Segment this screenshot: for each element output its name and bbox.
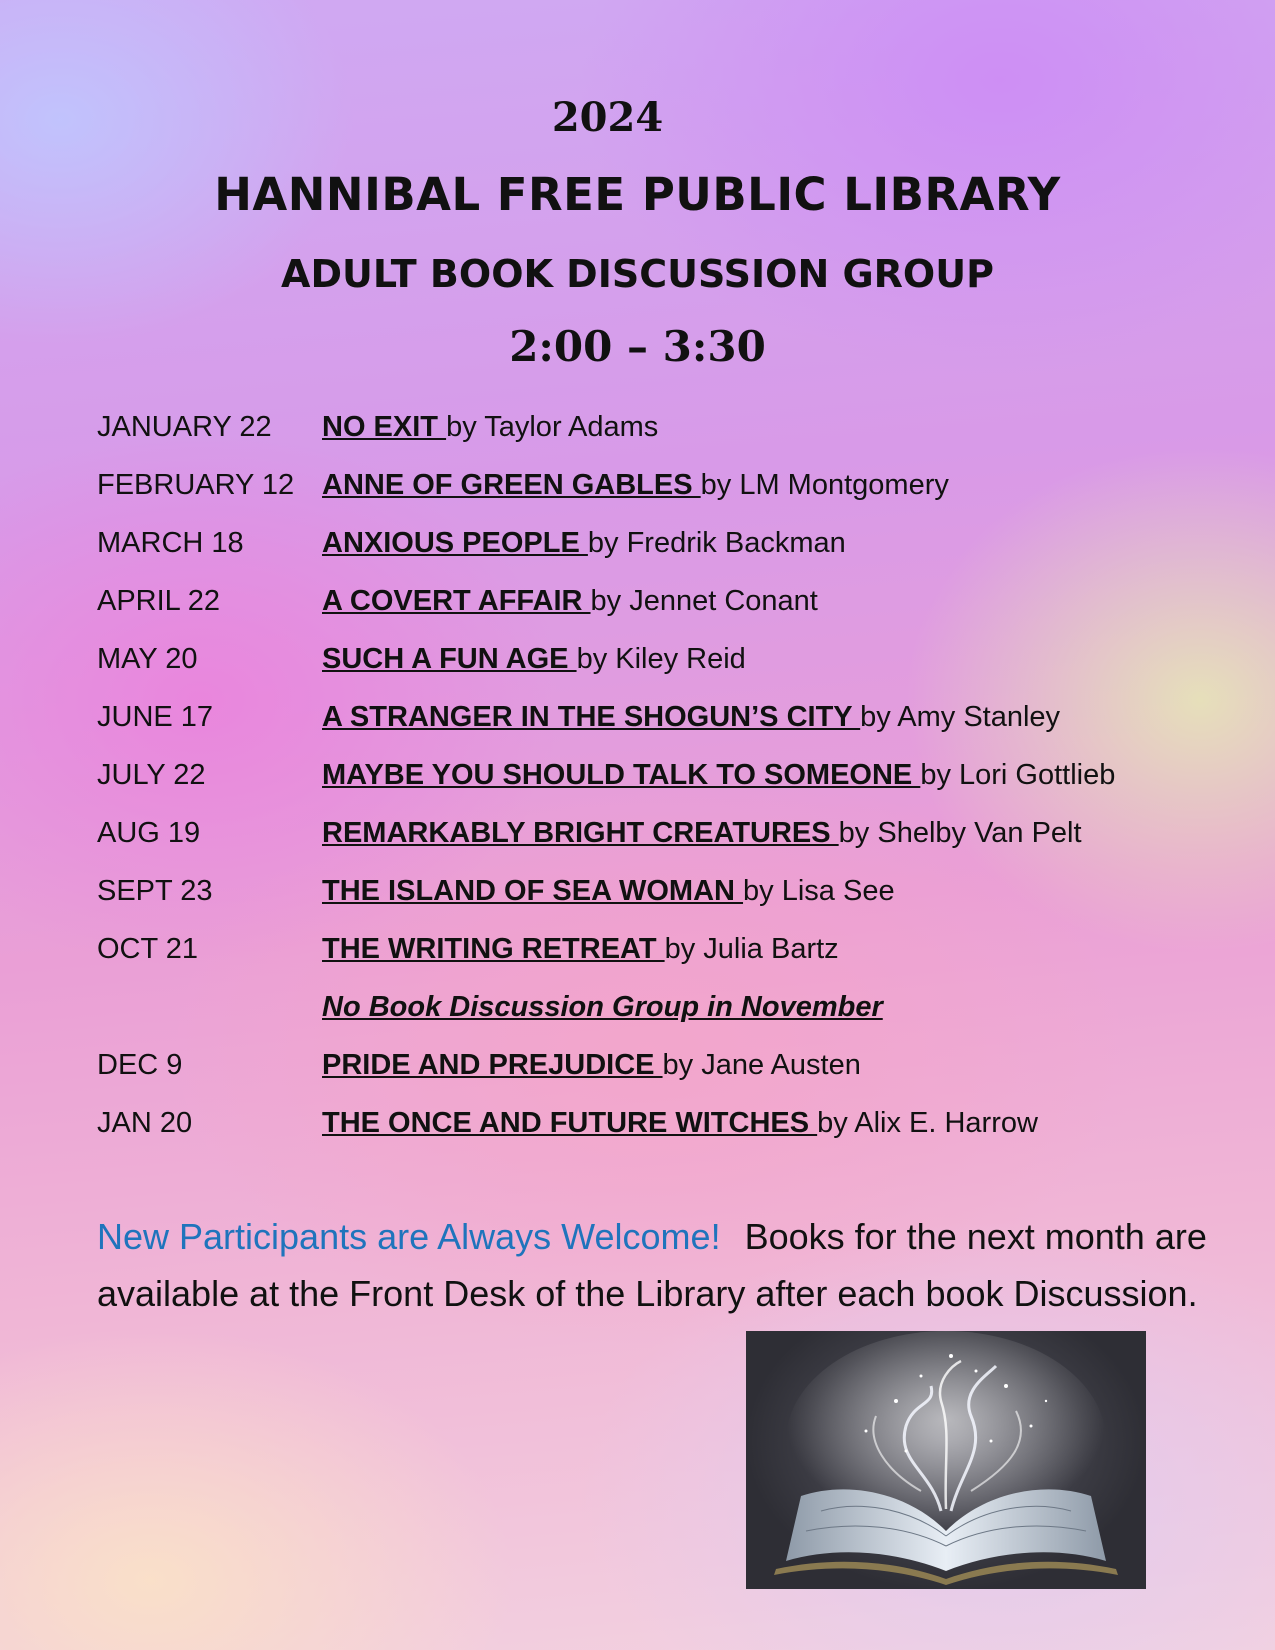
book-author: by Jennet Conant — [590, 584, 818, 617]
book-author: by Alix E. Harrow — [817, 1106, 1038, 1139]
book-title: THE ISLAND OF SEA WOMAN — [322, 874, 744, 907]
schedule-date: MARCH 18 — [97, 526, 244, 559]
book-title: THE WRITING RETREAT — [322, 932, 665, 965]
library-name: HANNIBAL FREE PUBLIC LIBRARY — [214, 168, 1061, 221]
meeting-time: 2:00 – 3:30 — [509, 322, 766, 371]
schedule-date: JANUARY 22 — [97, 410, 272, 443]
schedule-date: JAN 20 — [97, 1106, 193, 1139]
book-title: REMARKABLY BRIGHT CREATURES — [322, 816, 839, 849]
book-author: by Fredrik Backman — [587, 526, 846, 559]
welcome-paragraph — [97, 1208, 1217, 1322]
book-author: by Lisa See — [743, 874, 895, 907]
open-book-icon — [746, 1331, 1146, 1589]
schedule-row — [97, 1094, 1197, 1152]
schedule-row — [97, 514, 1197, 572]
book-title: MAYBE YOU SHOULD TALK TO SOMEONE — [322, 758, 921, 791]
book-author: by Jane Austen — [662, 1048, 861, 1081]
book-title: SUCH A FUN AGE — [322, 642, 577, 675]
schedule-date: SEPT 23 — [97, 874, 213, 907]
welcome-text: Books for the next month are available at the Front Desk of the Library after each book Discussion. — [97, 1216, 1207, 1314]
schedule-row — [97, 804, 1197, 862]
book-author: by Lori Gottlieb — [920, 758, 1116, 791]
schedule-row — [97, 398, 1197, 456]
schedule-date: OCT 21 — [97, 932, 199, 965]
schedule-row — [97, 688, 1197, 746]
book-author: by LM Montgomery — [700, 468, 949, 501]
book-author: by Julia Bartz — [664, 932, 839, 965]
schedule-date: APRIL 22 — [97, 584, 221, 617]
welcome-highlight: New Participants are Always Welcome! — [97, 1216, 721, 1257]
book-title: A COVERT AFFAIR — [322, 584, 591, 617]
book-title: A STRANGER IN THE SHOGUN’S CITY — [322, 700, 861, 733]
november-note: No Book Discussion Group in November — [322, 990, 883, 1023]
group-name: ADULT BOOK DISCUSSION GROUP — [281, 252, 994, 296]
schedule-row — [97, 456, 1197, 514]
book-author: by Taylor Adams — [446, 410, 659, 443]
open-book-image — [746, 1331, 1146, 1589]
schedule-row — [97, 746, 1197, 804]
book-author: by Amy Stanley — [860, 700, 1061, 733]
book-title: ANXIOUS PEOPLE — [322, 526, 588, 559]
schedule-row — [97, 630, 1197, 688]
schedule-list — [97, 398, 1197, 1152]
schedule-date: DEC 9 — [97, 1048, 183, 1081]
book-author: by Shelby Van Pelt — [838, 816, 1082, 849]
book-title: THE ONCE AND FUTURE WITCHES — [322, 1106, 818, 1139]
schedule-date: JUNE 17 — [97, 700, 214, 733]
schedule-date: JULY 22 — [97, 758, 206, 791]
schedule-date: FEBRUARY 12 — [97, 468, 295, 501]
year-heading: 2024 — [551, 94, 664, 141]
book-author: by Kiley Reid — [576, 642, 746, 675]
book-title: PRIDE AND PREJUDICE — [322, 1048, 663, 1081]
schedule-row — [97, 572, 1197, 630]
schedule-row-note — [97, 978, 1197, 1036]
schedule-date: MAY 20 — [97, 642, 198, 675]
schedule-row — [97, 862, 1197, 920]
schedule-row — [97, 920, 1197, 978]
book-title: ANNE OF GREEN GABLES — [322, 468, 701, 501]
schedule-row — [97, 1036, 1197, 1094]
schedule-date: AUG 19 — [97, 816, 201, 849]
book-title: NO EXIT — [322, 410, 447, 443]
